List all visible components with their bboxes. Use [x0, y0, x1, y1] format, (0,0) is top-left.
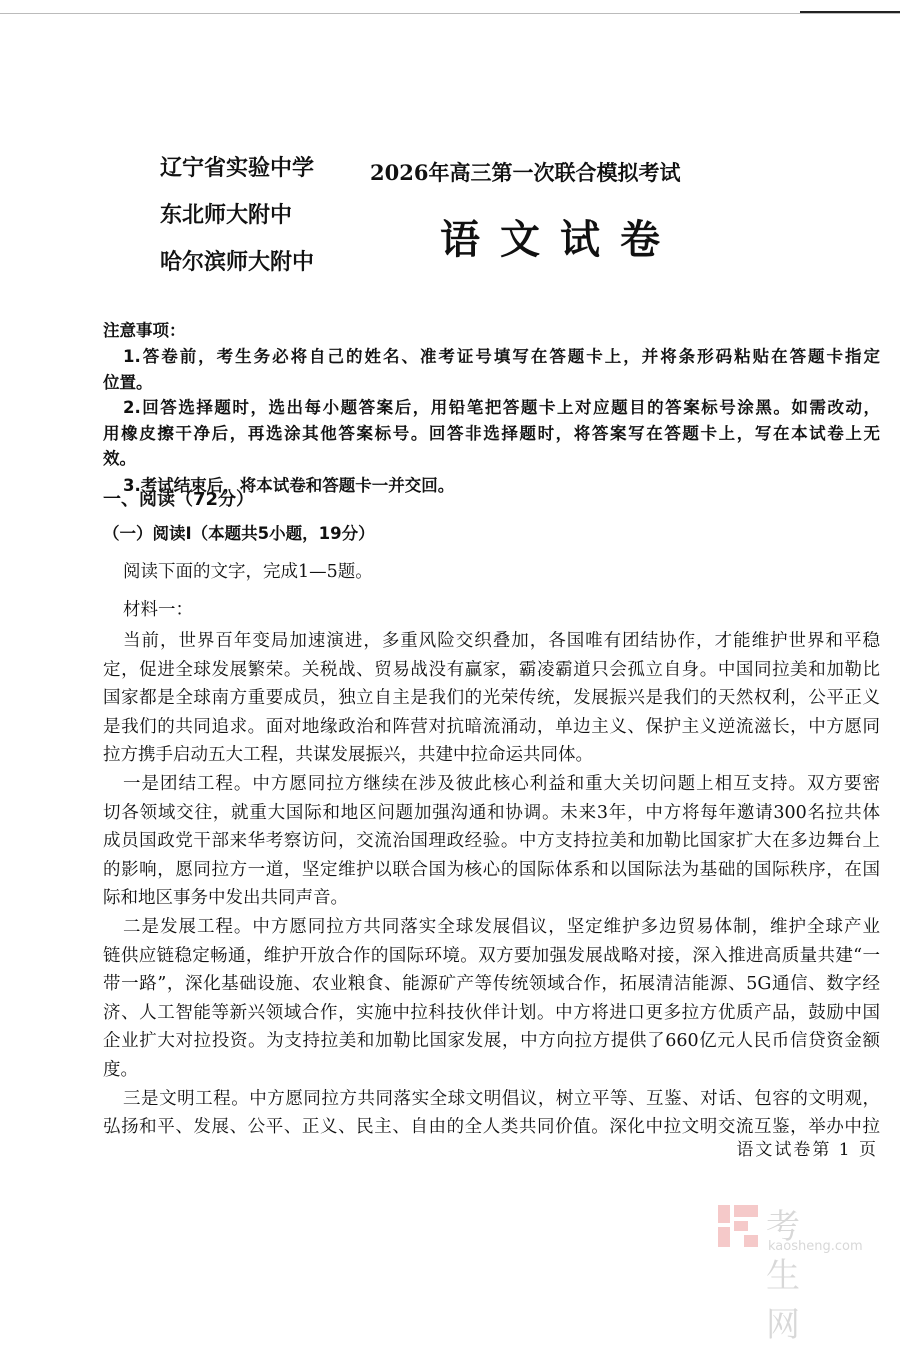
- top-rule: [0, 13, 900, 14]
- school-name: 东北师大附中: [160, 202, 293, 228]
- exam-title: 2026年高三第一次联合模拟考试: [370, 160, 681, 185]
- subsection-title: （一）阅读Ⅰ（本题共5小题，19分）: [103, 524, 375, 543]
- text-line: 当前，世界百年变局加速演进，多重风险交织叠加，各国唯有团结协作，才能维护世界和平稳: [123, 631, 880, 651]
- note-line: 效。: [103, 449, 136, 468]
- school-name: 辽宁省实验中学: [160, 155, 315, 181]
- note-line: 3.考试结束后，将本试卷和答题卡一并交回。: [123, 475, 455, 495]
- note-line: 1.答卷前，考生务必将自己的姓名、准考证号填写在答题卡上，并将条形码粘贴在答题卡指定: [123, 347, 880, 366]
- text-line: 二是发展工程。中方愿同拉方共同落实全球发展倡议，坚定维护多边贸易体制，维护全球产业: [123, 916, 880, 937]
- watermark-text: 考生网: [766, 1207, 802, 1345]
- subject-title: 语文试卷: [440, 216, 680, 263]
- text-line: 济、人工智能等新兴领域合作，实施中拉科技伙伴计划。中方将进口更多拉方优质产品，鼓励中国: [103, 1002, 880, 1023]
- watermark-url: kaosheng.com: [768, 1239, 863, 1254]
- text-line: 际和地区事务中发出共同声音。: [103, 888, 348, 909]
- text-line: 国家都是全球南方重要成员，独立自主是我们的光荣传统，发展振兴是我们的天然权利，公平正义: [103, 688, 880, 709]
- text-line: 企业扩大对拉投资。为支持拉美和加勒比国家发展，中方向拉方提供了660亿元人民币信贷资金额: [103, 1031, 880, 1052]
- text-line: 是我们的共同追求。面对地缘政治和阵营对抗暗流涌动，单边主义、保护主义逆流滋长，中方愿同: [103, 716, 880, 737]
- material-text: [103, 627, 880, 1142]
- text-line: 拉方携手启动五大工程，共谋发展振兴，共建中拉命运共同体。: [103, 745, 593, 766]
- note-line: 2.回答选择题时，选出每小题答案后，用铅笔把答题卡上对应题目的答案标号涂黑。如需改动，: [123, 398, 880, 417]
- watermark-logo-icon: [718, 1205, 758, 1247]
- text-line: 成员国政党干部来华考察访问，交流治国理政经验。中方支持拉美和加勒比国家扩大在多边舞台上: [103, 831, 880, 852]
- notes: [103, 318, 880, 499]
- instruction: 阅读下面的文字，完成1—5题。: [123, 562, 373, 582]
- school-name: 哈尔滨师大附中: [160, 249, 315, 275]
- text-line: 度。: [103, 1059, 138, 1080]
- page-number: 语文试卷第 1 页: [736, 1140, 878, 1160]
- section: [103, 485, 880, 628]
- school-list: [160, 145, 314, 286]
- note-line: 位置。: [103, 372, 153, 392]
- text-line: 弘扬和平、发展、公平、正义、民主、自由的全人类共同价值。深化中拉文明交流互鉴，举办中拉: [103, 1117, 880, 1138]
- material-label: 材料一：: [123, 600, 193, 620]
- text-line: 切各领域交往，就重大国际和地区问题加强沟通和协调。未来3年，中方将每年邀请300名拉共体: [103, 802, 880, 823]
- paragraph: [103, 627, 880, 770]
- paragraph: [103, 770, 880, 913]
- note-line: 用橡皮擦干净后，再选涂其他答案标号。回答非选择题时，将答案写在答题卡上，写在本试卷上无: [103, 423, 880, 443]
- text-line: 定，促进全球发展繁荣。关税战、贸易战没有赢家，霸凌霸道只会孤立自身。中国同拉美和加勒比: [103, 659, 880, 680]
- notes-title: 注意事项：: [103, 321, 186, 340]
- paragraph: [103, 1085, 880, 1142]
- text-line: 的影响，愿同拉方一道，坚定维护以联合国为核心的国际体系和以国际法为基础的国际秩序，在国: [103, 859, 880, 880]
- text-line: 带一路”，深化基础设施、农业粮食、能源矿产等传统领域合作，拓展清洁能源、5G通信、数字经: [103, 974, 880, 995]
- text-line: 一是团结工程。中方愿同拉方继续在涉及彼此核心利益和重大关切问题上相互支持。双方要密: [123, 773, 880, 794]
- text-line: 链供应链稳定畅通，维护开放合作的国际环境。双方要加强发展战略对接，深入推进高质量共建“一: [103, 945, 880, 966]
- top-mark: [800, 11, 900, 13]
- text-line: 三是文明工程。中方愿同拉方共同落实全球文明倡议，树立平等、互鉴、对话、包容的文明观，: [123, 1088, 880, 1109]
- paragraph: [103, 913, 880, 1085]
- section-title: 一、阅读（72分）: [103, 489, 255, 510]
